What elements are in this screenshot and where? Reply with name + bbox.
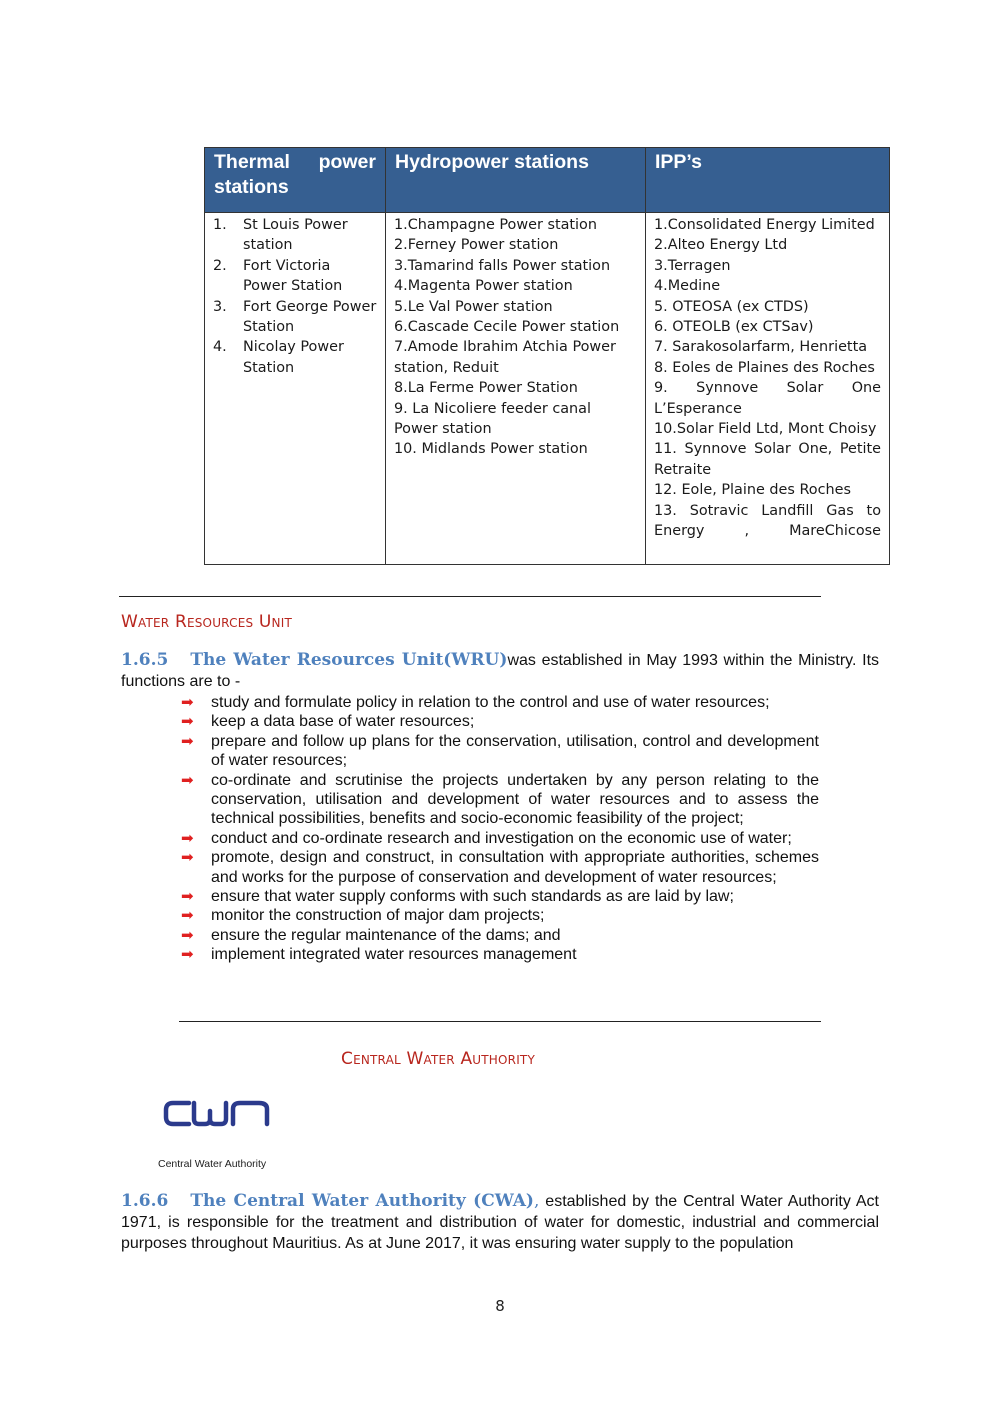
list-item: 9. Synnove Solar One L’Esperance [654, 380, 881, 417]
list-item [181, 926, 819, 945]
function-text: conduct and co-ordinate research and investigation on the economic use of water; [211, 829, 792, 847]
item-text: St Louis Power station [243, 217, 348, 254]
arrow-right-icon: ➡ [181, 849, 194, 867]
section-title: The Water Resources Unit(WRU) [190, 650, 508, 670]
item-number: 3. [213, 298, 227, 315]
thermal-list [213, 215, 377, 378]
list-item: 5. OTEOSA (ex CTDS) [654, 298, 809, 315]
list-item: 11. Synnove Solar One, Petite Retraite [654, 441, 881, 478]
cwa-paragraph [121, 1191, 879, 1255]
function-text: promote, design and construct, in consultation with appropriate authorities, schemes and works for the purpose of conservation and development of water resources; [211, 849, 819, 886]
water-resources-heading: Water Resources Unit [121, 612, 292, 632]
arrow-right-icon: ➡ [181, 713, 194, 731]
list-item: 1.Consolidated Energy Limited [654, 217, 875, 233]
list-item [181, 693, 819, 712]
header-thermal-word1: Thermal [214, 151, 290, 173]
header-thermal-word2: power [318, 151, 376, 173]
function-text: co-ordinate and scrutinise the projects undertaken by any person relating to the conservation, utilisation and development of water resources and to assess the technical possibilities, benefits and socio-economic feasibility of the project; [211, 771, 819, 828]
header-ipp [646, 148, 890, 213]
arrow-right-icon: ➡ [181, 829, 194, 847]
list-item [213, 297, 377, 338]
list-item: 6. OTEOLB (ex CTSav) [654, 319, 814, 336]
item-number: 2. [213, 257, 227, 274]
section-divider [119, 596, 821, 597]
table-header-row [205, 148, 890, 213]
list-item: 9. La Nicoliere feeder canal Power station [394, 400, 591, 438]
list-item [213, 337, 377, 378]
list-item [181, 848, 819, 887]
list-item: 10. Midlands Power station [394, 441, 588, 458]
list-item [213, 215, 377, 256]
list-item: 7. Sarakosolarfarm, Henrietta [654, 339, 868, 356]
list-item [213, 256, 377, 297]
item-number: 1. [213, 217, 227, 233]
list-item [181, 945, 819, 964]
arrow-right-icon: ➡ [181, 694, 194, 711]
list-item [181, 732, 819, 771]
list-item: 7.Amode Ibrahim Atchia Power station, Reduit [394, 339, 616, 376]
list-item: 4.Medine [654, 278, 721, 295]
function-text: ensure that water supply conforms with such standards as are laid by law; [211, 888, 734, 906]
item-text: Fort Victoria Power Station [243, 257, 343, 295]
table-body-row [205, 213, 890, 565]
section-divider [179, 1021, 821, 1022]
header-thermal-line2: stations [214, 176, 289, 198]
arrow-right-icon: ➡ [181, 888, 194, 906]
list-item [181, 906, 819, 925]
list-item: 2.Ferney Power station [394, 237, 559, 254]
thermal-cell [205, 213, 386, 565]
header-ipp-label: IPP’s [655, 151, 702, 173]
section-number: 1.6.5 [121, 650, 169, 670]
cwa-logo-caption: Central Water Authority [158, 1158, 267, 1170]
item-text: Nicolay Power Station [243, 339, 344, 376]
header-hydro [386, 148, 646, 213]
list-item: 10.Solar Field Ltd, Mont Choisy [654, 421, 877, 438]
arrow-right-icon: ➡ [181, 732, 194, 750]
title-comma: , [533, 1191, 540, 1211]
function-text: ensure the regular maintenance of the dams; and [211, 926, 561, 944]
list-item [181, 771, 819, 829]
item-number: 4. [213, 339, 227, 356]
list-item: 6.Cascade Cecile Power station [394, 319, 620, 336]
function-text: keep a data base of water resources; [211, 713, 475, 731]
list-item: 12. Eole, Plaine des Roches [654, 482, 851, 499]
function-text: study and formulate policy in relation to the control and use of water resources; [211, 694, 770, 711]
power-stations-table [204, 147, 890, 565]
central-water-heading: Central Water Authority [341, 1049, 535, 1069]
list-item: 3.Tamarind falls Power station [394, 257, 611, 274]
function-text: prepare and follow up plans for the conservation, utilisation, control and development of water resources; [211, 732, 819, 770]
list-item: 3.Terragen [654, 257, 731, 274]
list-item: 5.Le Val Power station [394, 298, 553, 315]
cwa-logo [163, 1093, 275, 1135]
arrow-right-icon: ➡ [181, 907, 194, 925]
arrow-right-icon: ➡ [181, 926, 194, 944]
cwa-text: established by the Central Water Authority Act 1971, is responsible for the treatment and distribution of water for domestic, industrial and commercial purposes throughout Mauritius. As at June 2017, it was ensuring water supply to the population [121, 1193, 879, 1253]
arrow-right-icon: ➡ [181, 946, 194, 964]
list-item [181, 887, 819, 906]
list-item: 1.Champagne Power station [394, 217, 597, 233]
header-thermal [205, 148, 386, 213]
function-text: monitor the construction of major dam projects; [211, 907, 545, 925]
wru-intro-text: was established in May 1993 within the Ministry. Its functions are to - [121, 652, 880, 691]
list-item: 13. Sotravic Landfill Gas to Energy , MareChicose [654, 502, 881, 540]
hydro-cell [386, 213, 646, 565]
list-item: 4.Magenta Power station [394, 278, 573, 295]
ipp-cell [646, 213, 890, 565]
function-text: implement integrated water resources management [211, 946, 577, 964]
list-item [181, 829, 819, 848]
header-hydro-label: Hydropower stations [395, 151, 589, 173]
list-item: 8. Eoles de Plaines des Roches [654, 359, 875, 376]
wru-functions-list [181, 693, 819, 965]
page-number: 8 [495, 1297, 505, 1315]
list-item: 8.La Ferme Power Station [394, 380, 578, 397]
wru-intro-paragraph [121, 650, 879, 692]
section-number: 1.6.6 [121, 1191, 169, 1211]
section-title: The Central Water Authority (CWA) [190, 1191, 534, 1211]
list-item: 2.Alteo Energy Ltd [654, 237, 788, 254]
list-item [181, 712, 819, 731]
arrow-right-icon: ➡ [181, 771, 194, 789]
item-text: Fort George Power Station [243, 298, 377, 336]
